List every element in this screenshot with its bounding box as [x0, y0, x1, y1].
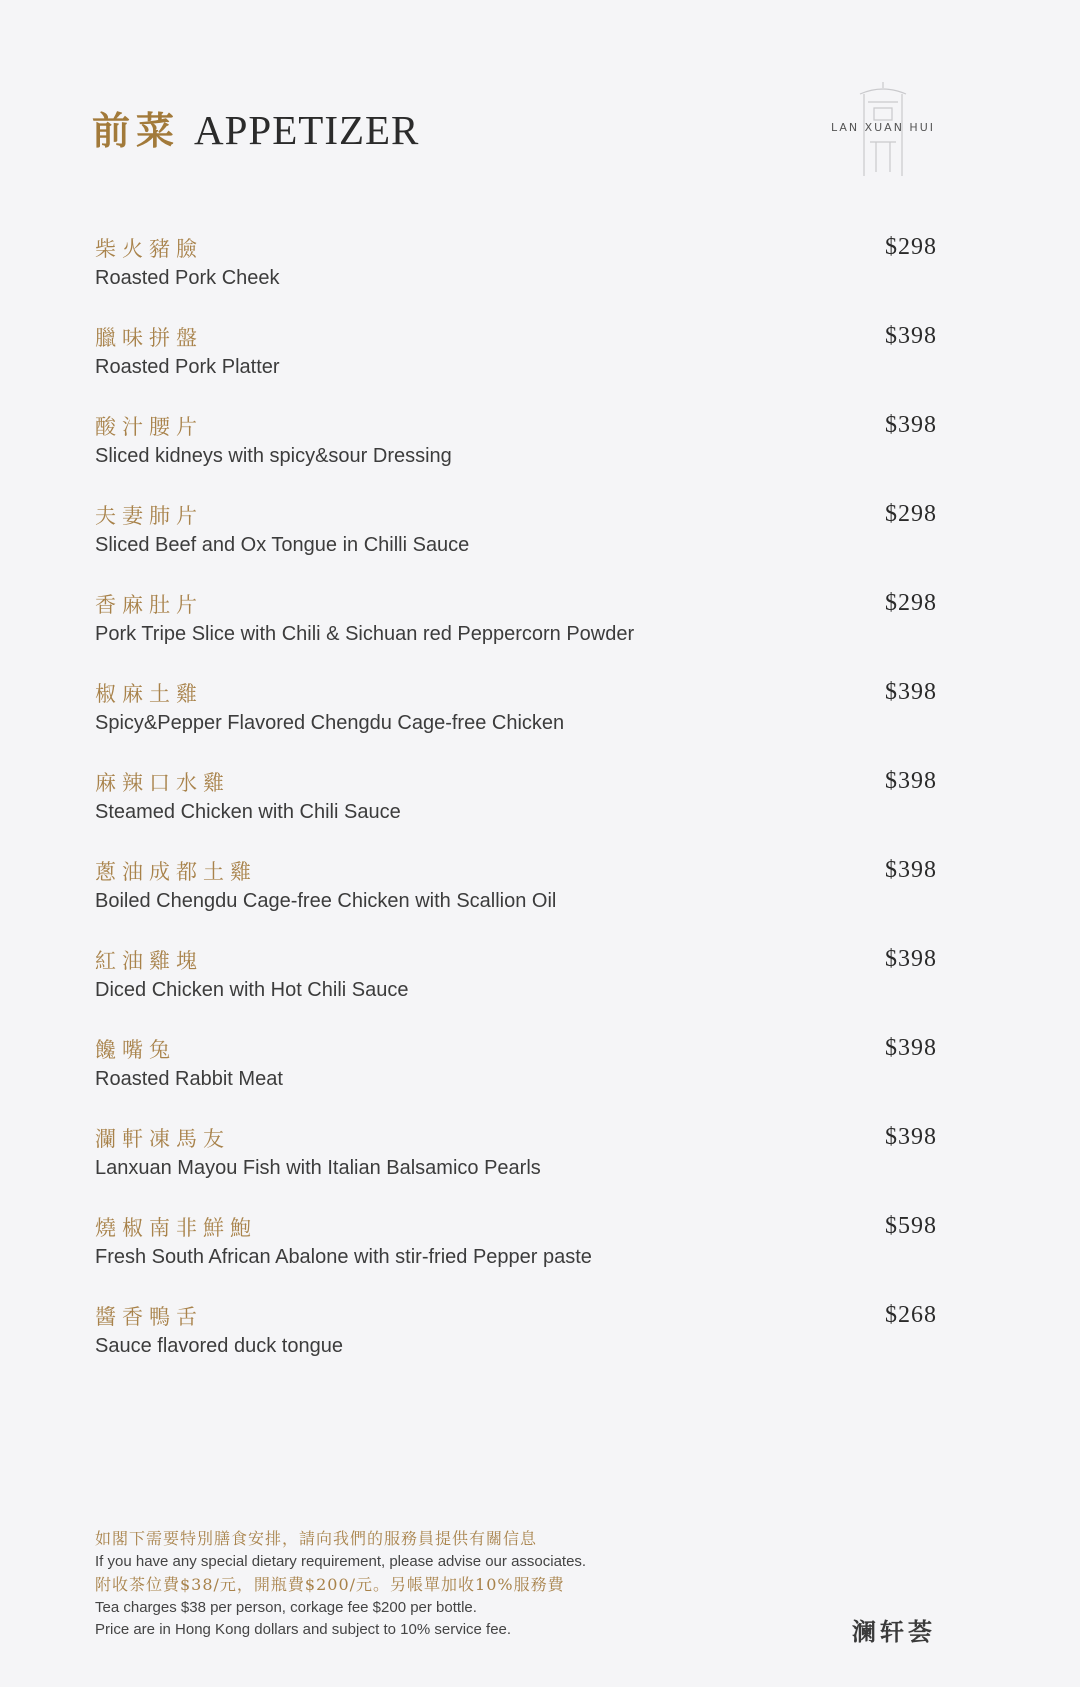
dish-name-chinese: 饞嘴兔 [95, 1038, 176, 1062]
dish-name-english: Lanxuan Mayou Fish with Italian Balsamico Pearls [95, 1157, 541, 1179]
charges-note-english: Tea charges $38 per person, corkage fee $200 per bottle. [95, 1599, 477, 1616]
menu-item [95, 414, 943, 503]
brand-name: LAN XUAN HUI [830, 121, 936, 134]
dish-name-english: Roasted Pork Platter [95, 356, 280, 378]
menu-item [95, 1126, 943, 1215]
dish-name-english: Sliced kidneys with spicy&sour Dressing [95, 445, 452, 467]
page-title-chinese: 前菜 [92, 108, 181, 153]
brand-logo [818, 80, 948, 180]
dish-name-english: Roasted Pork Cheek [95, 267, 280, 289]
dish-name-english: Steamed Chicken with Chili Sauce [95, 801, 401, 823]
dish-name-chinese: 椒麻土雞 [95, 682, 203, 706]
dietary-note-chinese: 如閣下需要特別膳食安排，請向我們的服務員提供有關信息 [95, 1529, 538, 1548]
page-header [92, 100, 419, 155]
dish-price: $598 [885, 1213, 937, 1239]
dish-name-chinese: 蔥油成都土雞 [95, 860, 257, 884]
dish-name-chinese: 酸汁腰片 [95, 415, 203, 439]
menu-item [95, 236, 943, 325]
footer-notes [95, 1527, 795, 1641]
dish-name-english: Spicy&Pepper Flavored Chengdu Cage-free Chicken [95, 712, 565, 734]
dish-price: $398 [885, 412, 937, 438]
dish-name-chinese: 瀾軒凍馬友 [95, 1127, 230, 1151]
dish-price: $398 [885, 1035, 937, 1061]
price-note-english: Price are in Hong Kong dollars and subject to 10% service fee. [95, 1621, 512, 1638]
dish-name-english: Sauce flavored duck tongue [95, 1335, 343, 1357]
dish-name-chinese: 醬香鴨舌 [95, 1305, 203, 1329]
dish-price: $398 [885, 768, 937, 794]
menu-item [95, 1304, 943, 1393]
dietary-note-english: If you have any special dietary requirement, please advise our associates. [95, 1553, 587, 1570]
dish-name-english: Diced Chicken with Hot Chili Sauce [95, 979, 409, 1001]
dish-name-chinese: 夫妻肺片 [95, 504, 203, 528]
dish-price: $398 [885, 1124, 937, 1150]
dish-price: $298 [885, 590, 937, 616]
dish-name-chinese: 燒椒南非鮮鮑 [95, 1216, 257, 1240]
dish-name-english: Roasted Rabbit Meat [95, 1068, 283, 1090]
dish-name-english: Fresh South African Abalone with stir-fried Pepper paste [95, 1246, 592, 1268]
menu-item [95, 503, 943, 592]
dish-price: $398 [885, 857, 937, 883]
dish-name-chinese: 麻辣口水雞 [95, 771, 230, 795]
menu-item [95, 1037, 943, 1126]
dish-price: $298 [885, 234, 937, 260]
page-title-english: APPETIZER [194, 107, 420, 153]
dish-price: $398 [885, 946, 937, 972]
dish-price: $268 [885, 1302, 937, 1328]
menu-item [95, 681, 943, 770]
menu-item [95, 325, 943, 414]
dish-name-english: Pork Tripe Slice with Chili & Sichuan red Peppercorn Powder [95, 623, 635, 645]
menu-item [95, 770, 943, 859]
menu-item [95, 948, 943, 1037]
menu-item [95, 859, 943, 948]
dish-price: $298 [885, 501, 937, 527]
dish-name-english: Boiled Chengdu Cage-free Chicken with Scallion Oil [95, 890, 557, 912]
dish-price: $398 [885, 323, 937, 349]
dish-name-english: Sliced Beef and Ox Tongue in Chilli Sauce [95, 534, 470, 556]
dish-name-chinese: 香麻肚片 [95, 593, 203, 617]
menu-item [95, 592, 943, 681]
menu-list [95, 236, 943, 1393]
restaurant-signature: 澜轩荟 [852, 1617, 936, 1646]
dish-name-chinese: 臘味拼盤 [95, 326, 203, 350]
dish-price: $398 [885, 679, 937, 705]
dish-name-chinese: 柴火豬臉 [95, 237, 203, 261]
dish-name-chinese: 紅油雞塊 [95, 949, 203, 973]
charges-note-chinese: 附收茶位費$38/元，開瓶費$200/元。另帳單加收10%服務費 [95, 1575, 565, 1594]
menu-item [95, 1215, 943, 1304]
